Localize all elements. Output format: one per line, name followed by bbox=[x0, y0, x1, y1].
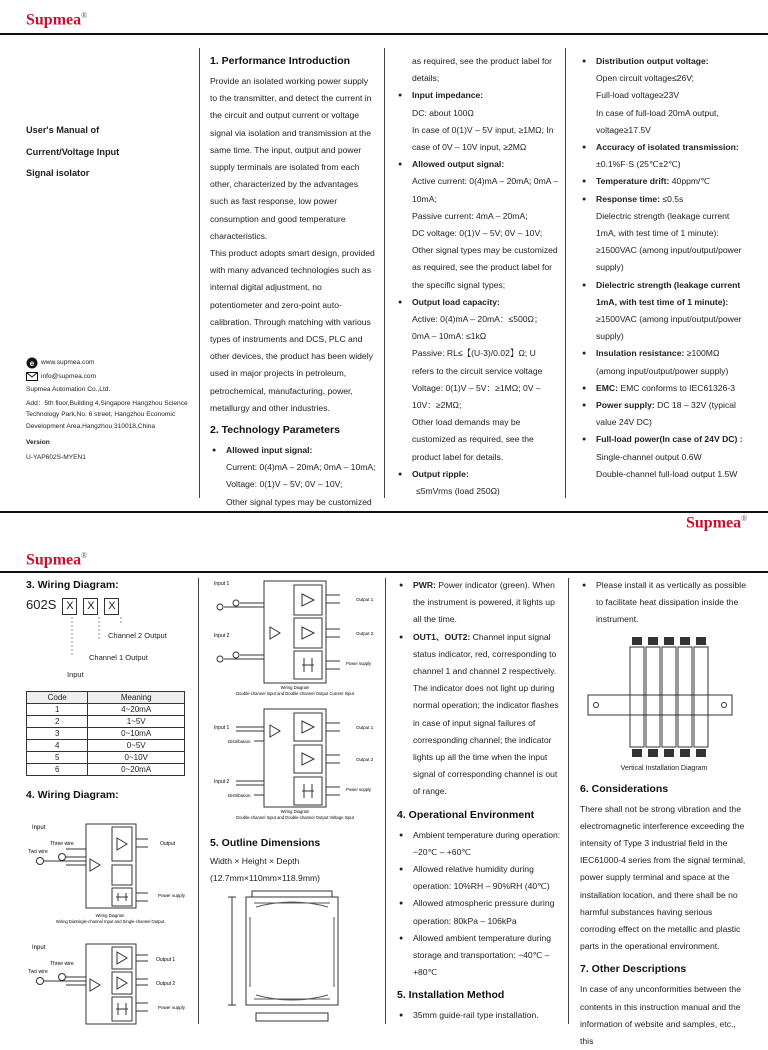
wiring-diagram-double-output bbox=[26, 941, 194, 1025]
email[interactable]: info@supmea.com bbox=[41, 373, 97, 380]
env-item: ● Allowed atmospheric pressure during operation: 80kPa – 106kPa bbox=[397, 895, 562, 929]
section-heading: 4. Operational Environment bbox=[397, 808, 535, 821]
svg-text:Output 2: Output 2 bbox=[356, 757, 374, 762]
param-value: Open circuit voltage≤26V; bbox=[596, 73, 695, 84]
wiring-column bbox=[26, 577, 194, 1010]
parameters-column-2 bbox=[396, 53, 559, 500]
figure-caption: Vertical Installation Diagram bbox=[620, 764, 708, 772]
svg-text:Distribution: Distribution bbox=[228, 793, 251, 798]
param-value: as required, see the product label for details; bbox=[412, 56, 552, 84]
svg-text:Power supply: Power supply bbox=[158, 893, 186, 898]
param-value: Single-channel output 0.6W bbox=[596, 451, 702, 462]
dimensions-text: Width × Height × Depth (12.7mm×110mm×118.9mm) bbox=[210, 856, 321, 883]
section-heading: 2. Technology Parameters bbox=[210, 424, 340, 437]
param-value: Full-load voltage≥23V bbox=[596, 90, 680, 101]
company: Supmea Automation Co.,Ltd. bbox=[26, 386, 111, 394]
column-divider bbox=[384, 48, 385, 498]
version: U-YAP602S-MYEN1 bbox=[26, 454, 86, 462]
address: Add：5th floor,Building 4,Singapore Hangzhou Science Technology Park,No. 6 street, Hangzhou Economic Development Area,Hangzhou 310018,China bbox=[26, 399, 188, 430]
section-heading: 7. Other Descriptions bbox=[580, 963, 687, 976]
param-value: Passive: RL≤【(U-3)/0.02】Ω; U refers to the circuit service voltage bbox=[412, 348, 543, 376]
param-value: Active current: 0(4)mA – 20mA; 0mA – 10mA; bbox=[412, 176, 559, 204]
env-item: ● Ambient temperature during operation: −20℃ – +60℃ bbox=[397, 827, 562, 861]
email-row bbox=[26, 371, 194, 382]
table-row: 3 0~10mA bbox=[27, 728, 185, 740]
header-rule bbox=[0, 33, 768, 35]
param-value: Other load demands may be customized as required, see the product label for details. bbox=[412, 417, 534, 462]
section-heading: 4. Wiring Diagram: bbox=[26, 789, 119, 801]
svg-text:Wiring Diagram: Wiring Diagram bbox=[280, 809, 310, 814]
param-value: Voltage: 0(1)V – 5V; 0V – 10V; bbox=[226, 479, 343, 490]
considerations-column bbox=[580, 577, 748, 1050]
svg-text:Input 2: Input 2 bbox=[214, 633, 230, 639]
install-tip: ● Please install it as vertically as possible to facilitate heat dissipation inside the instrument. bbox=[580, 577, 748, 629]
param-label: ● Output load capacity: bbox=[396, 294, 559, 311]
section-heading: 6. Considerations bbox=[580, 782, 669, 795]
header-rule bbox=[0, 571, 768, 573]
indicator-column bbox=[397, 577, 562, 1025]
param-label: ● Accuracy of isolated transmission: bbox=[580, 139, 746, 156]
manual-title: User's Manual of Current/Voltage Input Signal isolator bbox=[26, 125, 120, 178]
param-value: In case of full-load 20mA output, voltage≥17.5V bbox=[596, 107, 719, 135]
brand-logo-page2: Supmea® bbox=[26, 551, 88, 569]
svg-text:Two wire: Two wire bbox=[28, 969, 48, 975]
svg-text:Power supply: Power supply bbox=[346, 661, 372, 666]
param-label: ● Output ripple: bbox=[396, 466, 559, 483]
section-heading: 5. Installation Method bbox=[397, 989, 505, 1002]
indicator-pwr: ● PWR: Power indicator (green). When the instrument is powered, it lights up all the time. bbox=[397, 577, 562, 629]
website-row bbox=[26, 357, 194, 369]
table-row: 1 4~20mA bbox=[27, 704, 185, 716]
svg-text:Input: Input bbox=[32, 825, 46, 831]
param-value: DC voltage: 0(1)V – 5V; 0V – 10V; bbox=[412, 228, 543, 239]
table-row: 4 0~5V bbox=[27, 740, 185, 752]
section-heading: 3. Wiring Diagram: bbox=[26, 579, 119, 591]
param-label: ● Distribution output voltage: bbox=[580, 53, 746, 70]
web-icon bbox=[26, 357, 38, 369]
table-row: 2 1~5V bbox=[27, 716, 185, 728]
column-divider bbox=[385, 578, 386, 1024]
column-divider bbox=[568, 578, 569, 1024]
svg-text:Output 1: Output 1 bbox=[356, 597, 374, 602]
svg-text:Output 1: Output 1 bbox=[156, 957, 176, 963]
svg-text:Wiring DiaSingle-channel Input: Wiring DiaSingle-channel Input and Single-channel Output bbox=[55, 919, 165, 924]
param-value: In case of 0(1)V – 5V input, ≥1MΩ; In case of 0V – 10V input, ≥2MΩ bbox=[412, 124, 554, 153]
env-item: ● Allowed relative humidity during operation: 10%RH – 90%RH (40℃) bbox=[397, 861, 562, 895]
outline-dimensions-drawing bbox=[226, 887, 366, 1023]
svg-text:Power supply: Power supply bbox=[158, 1005, 186, 1010]
paragraph: Provide an isolated working power supply to the transmitter, and detect the current in the circuit and output current or voltage signal via isolation and transmission at the same time. The input, output and power supply terminals are isolated from each other, characterized by the advantages such as fast response, low power consumption and good temperature characteristics. bbox=[210, 76, 372, 241]
performance-column bbox=[210, 53, 376, 511]
param-label: ● Allowed output signal: bbox=[396, 156, 559, 173]
param-row: ● Temperature drift: 40ppm/℃ bbox=[580, 173, 746, 190]
contact-block bbox=[26, 357, 194, 464]
svg-text:Double-channel Input and Doubl: Double-channel Input and Double-channel Output Voltage Input bbox=[236, 815, 354, 820]
website[interactable]: www.supmea.com bbox=[41, 359, 95, 367]
param-row: ● Response time: ≤0.5s bbox=[580, 191, 746, 208]
version-label: Version bbox=[26, 439, 50, 447]
svg-text:Input 2: Input 2 bbox=[214, 779, 230, 785]
param-value: (among input/output/power supply) bbox=[596, 365, 729, 376]
vertical-installation-diagram bbox=[580, 633, 740, 761]
param-row: ● Power supply: DC 18 – 32V (typical value 24V DC) bbox=[580, 397, 746, 431]
svg-text:Three wire: Three wire bbox=[50, 841, 74, 847]
param-value: ≥1500VAC (among input/output/power supply) bbox=[596, 314, 742, 342]
section-heading: 1. Performance Introduction bbox=[210, 55, 351, 67]
install-item: ● 35mm guide-rail type installation. bbox=[397, 1007, 562, 1024]
param-value: Active: 0(4)mA – 20mA：≤500Ω；0mA – 10mA: ≤1kΩ bbox=[412, 314, 543, 342]
param-value: ≤5mVrms (load 250Ω) bbox=[416, 486, 500, 497]
column-divider bbox=[565, 48, 566, 498]
svg-text:Input: Input bbox=[32, 945, 46, 951]
param-value: Dielectric strength (leakage current 1mA, with test time of 1 minute): ≥1500VAC (among input/output/power supply) bbox=[596, 210, 742, 273]
param-value: DC: about 100Ω bbox=[412, 107, 474, 118]
param-value: Other signal types may be customized as required, see the product label for the specific signal types; bbox=[412, 245, 558, 290]
svg-text:Distribution: Distribution bbox=[228, 739, 251, 744]
svg-text:Wiring Diagram: Wiring Diagram bbox=[280, 685, 310, 690]
svg-text:Power supply: Power supply bbox=[346, 787, 372, 792]
model-code: 602S X X X bbox=[26, 597, 194, 615]
param-value: Other signal types may be customized bbox=[226, 496, 372, 507]
param-label: ● Input impedance: bbox=[396, 87, 559, 104]
column-divider bbox=[198, 578, 199, 1024]
param-row: ● EMC: EMC conforms to IEC61326-3 bbox=[580, 380, 746, 397]
svg-text:e: e bbox=[29, 359, 35, 368]
mail-icon bbox=[26, 372, 38, 381]
param-value: Voltage: 0(1)V – 5V：≥1MΩ; 0V – 10V：≥2MΩ; bbox=[412, 382, 541, 411]
wiring-diagram-voltage-input bbox=[210, 705, 380, 821]
svg-text:Wiring Diagram: Wiring Diagram bbox=[95, 913, 125, 918]
param-value: Double-channel full-load output 1.5W bbox=[596, 468, 738, 479]
svg-text:Input 1: Input 1 bbox=[214, 581, 230, 587]
parameters-column-3 bbox=[580, 53, 746, 483]
svg-text:Output: Output bbox=[160, 841, 176, 847]
column-divider bbox=[199, 48, 200, 498]
wiring-diagram-current-input bbox=[210, 577, 380, 699]
paragraph: This product adopts smart design, provided with many advanced technologies such as internal digital adjustment, no potentiometer and zero-point auto-calibration. Through matching with various types of instruments and DCS, PLC and other devices, the product has been widely used in major projects in petroleum, petrochemical, manufacturing, power, metallurgy and other industries. bbox=[210, 248, 375, 413]
param-label: ● Dielectric strength (leakage current 1mA, with test time of 1 minute): bbox=[580, 277, 746, 311]
env-item: ● Allowed ambient temperature during storage and transportation: −40℃ – +80℃ bbox=[397, 930, 562, 982]
table-row: 6 0~20mA bbox=[27, 764, 185, 776]
wiring-diagram-single bbox=[26, 821, 194, 927]
paragraph: There shall not be strong vibration and the electromagnetic interference exceeding the intensity of Type 3 industrial field in the IEC61000-4 series from the signal terminal, power supply terminal and space at the installation location, and there shall be no harmful substances having serious corroding effect on the metallic and plastic parts in the operational environment. bbox=[580, 803, 746, 952]
svg-text:Output 2: Output 2 bbox=[156, 981, 176, 987]
input-label: Input bbox=[67, 670, 84, 679]
indicator-out: ● OUT1、OUT2: Channel input signal status indicator, red, corresponding to channel 1 and channel 2 respectively. The indicator does not light up during normal operation; the indicator flashes in case of input signal failures of corresponding channel; the indicator lights up all the time when the input signal of corresponding channel is out of range. bbox=[397, 629, 562, 801]
param-label: ● Allowed input signal: bbox=[210, 442, 376, 459]
brand-logo-footer: Supmea® bbox=[686, 514, 748, 532]
table-row: 5 0~10V bbox=[27, 752, 185, 764]
brand-logo-top: Supmea® bbox=[26, 11, 88, 29]
param-label: ● Full-load power(In case of 24V DC) : bbox=[580, 431, 746, 448]
page-footer-rule bbox=[0, 511, 768, 513]
svg-text:Three wire: Three wire bbox=[50, 961, 74, 967]
param-value: ±0.1%F·S (25℃±2℃) bbox=[596, 159, 681, 170]
param-value: Current: 0(4)mA – 20mA; 0mA – 10mA; bbox=[226, 462, 376, 473]
paragraph: In case of any unconformities between the contents in this instruction manual and the information of website and samples, etc., this bbox=[580, 984, 741, 1047]
channel-1-label: Channel 1 Output bbox=[89, 653, 148, 662]
code-table: Code Meaning 1 4~20mA 2 1~5V 3 0~10mA 4 0~5V 5 0~10V 6 0~20mA bbox=[26, 691, 185, 776]
svg-text:Output 2: Output 2 bbox=[356, 631, 374, 636]
svg-text:Output 1: Output 1 bbox=[356, 725, 374, 730]
svg-text:Input 1: Input 1 bbox=[214, 725, 230, 731]
section-heading: 5. Outline Dimensions bbox=[210, 837, 321, 849]
svg-text:Double-channel Input and Doubl: Double-channel Input and Double-channel Output Current Input bbox=[236, 691, 354, 696]
svg-text:Two wire: Two wire bbox=[28, 849, 48, 855]
param-value: Passive current: 4mA – 20mA; bbox=[412, 210, 528, 221]
param-row: ● Insulation resistance: ≥100MΩ bbox=[580, 345, 746, 362]
channel-2-label: Channel 2 Output bbox=[108, 631, 167, 640]
